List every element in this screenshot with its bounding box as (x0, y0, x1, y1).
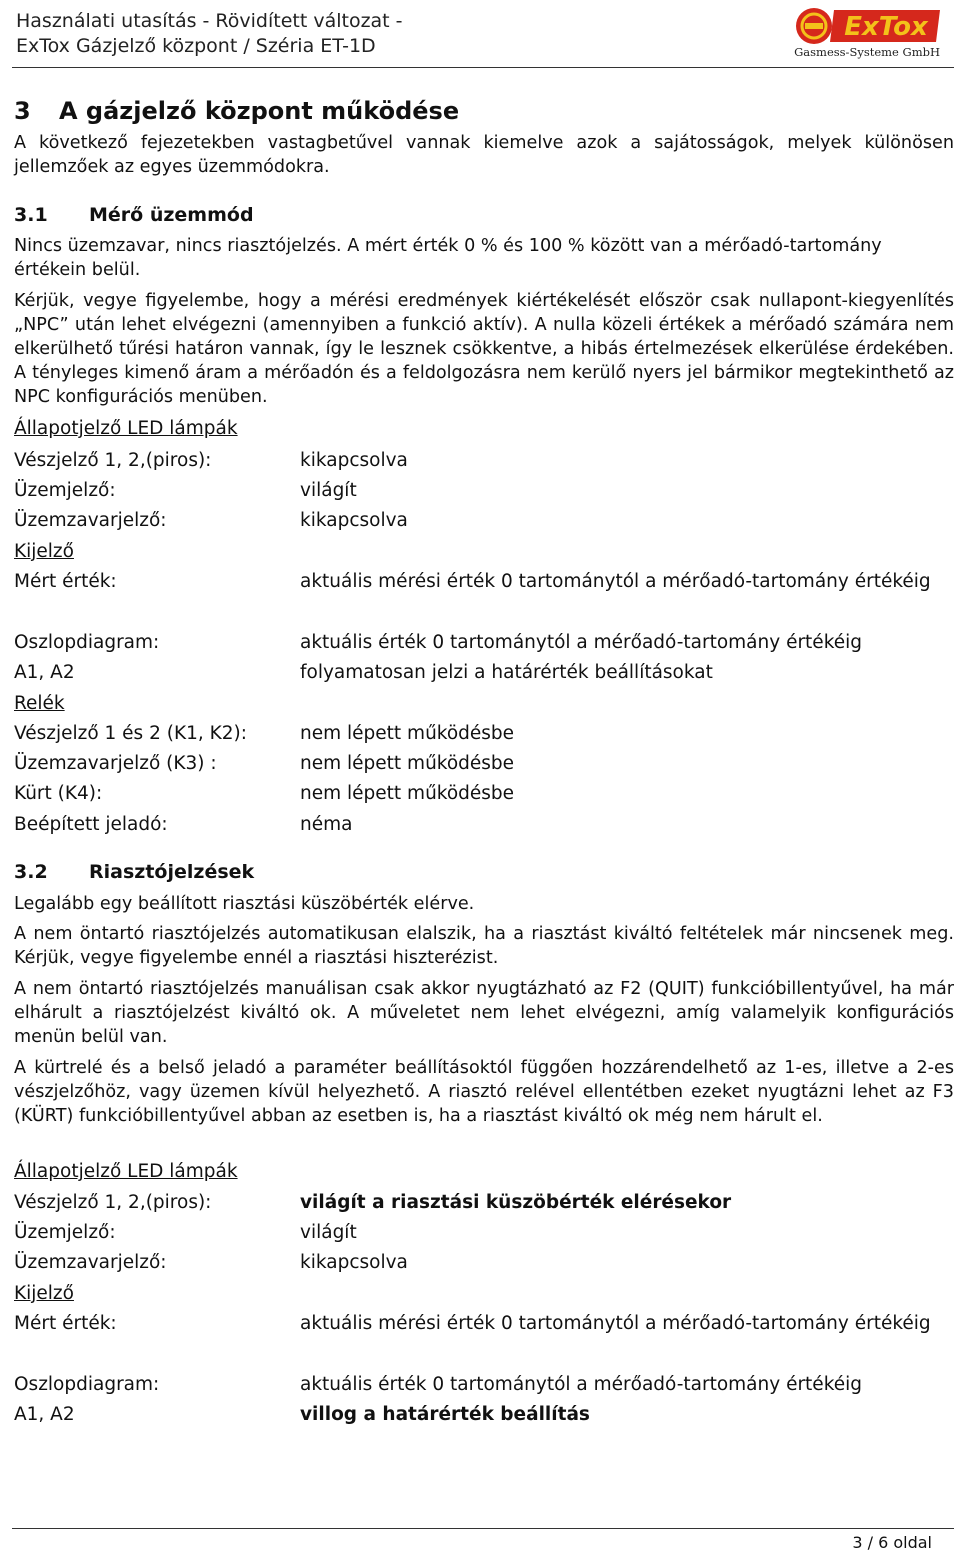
section-3-1-heading (14, 204, 254, 226)
section-3-1-display-heading: Kijelző (14, 541, 74, 562)
header-title (16, 9, 403, 59)
section-3-2-display-heading: Kijelző (14, 1283, 74, 1304)
section-3-2-para4: A kürtrelé és a belső jeladó a paraméter beállításoktól függően hozzárendelhető az 1-es, illetve a 2-es vészjelzőhöz, vagy üzemen kívül helyezhető. A riasztó relével ellentétben ezeket nyugtázni lehet az F3 (KÜRT) funkcióbillentyűvel abban az esetben is, ha a riasztást kiváltó ok még nem hárult el. (14, 1058, 954, 1126)
section-3-1-number: 3.1 (14, 204, 48, 226)
section-3-2-para2: A nem öntartó riasztójelzés automatikusan elalszik, ha a riasztást kiváltó feltételek már nincsenek meg. Kérjük, vegye figyelembe ennél a riasztási hiszterézist. (14, 924, 954, 968)
extox-logo (794, 4, 944, 62)
section-3-2-title: Riasztójelzések (89, 861, 255, 883)
footer-rule (12, 1528, 954, 1529)
section-3-2-para3: A nem öntartó riasztójelzés manuálisan csak akkor nyugtázható az F2 (QUIT) funkcióbillentyűvel, ha már elhárult a riasztójelzést kiváltó ok. A műveletet nem lehet elvégezni, amíg valamelyik konfigurációs menün belül van. (14, 979, 954, 1047)
section-3-number: 3 (14, 97, 31, 125)
section-3-1-para2: Kérjük, vegye figyelembe, hogy a mérési eredmények kiértékelését először csak nullapont-kiegyenlítés „NPC” után lehet elvégezni (amennyiben a funkció aktív). A nulla közeli értékek a mérőadó számára nem elkerülhető tűrési határon vannak, így le lesznek csökkentve, a hibás értelmezések elkerülése érdekében. A tényleges kimenő áram a mérőadón és a feldolgozásra nem kerülő nyers jel bármikor megtekinthető az NPC konfigurációs menüben. (14, 291, 954, 407)
section-3-title: A gázjelző központ működése (59, 97, 460, 125)
logo-text: ExTox (844, 12, 928, 42)
section-3-2-number: 3.2 (14, 861, 48, 883)
section-3-2-para1: Legalább egy beállított riasztási küszöbérték elérve. (14, 894, 475, 914)
document-page: Használati utasítás - Rövidített változat - ExTox Gázjelző központ / Széria ET-1D ExTox Gasmess-Systeme GmbH 3 A gázjelző központ működése A következő fejezetekben vastagbetűvel vannak kiemelve azok a sajátosságok, melyek különösen jellemzőek az egyes üzemmódokra. 3.1 Mérő üzemmód Nincs üzemzavar, nincs riasztójelzés. A mért érték 0 % és 100 % között van a mérőadó-tartomány értékein belül. Kérjük, vegye figyelembe, hogy a mérési eredmények kiértékelését először csak nullapont-kiegyenlítés „NPC” után lehet elvégezni (amennyiben a funkció aktív). A nulla közeli értékek a mérőadó számára nem elkerülhető tűrési határon vannak, így le lesznek csökkentve, a hibás értelmezések elkerülése érdekében. A tényleges kimenő áram a mérőadón és a feldolgozásra nem kerülő nyers jel bármikor megtekinthető az NPC konfigurációs menüben. Állapotjelző LED lámpák Vészjelző 1, 2,(piros): kikapcsolva Üzemjelző: világít Üzemzavarjelző: kikapcsolva Kijelző Mért érték: aktuális mérési érték 0 tartománytól a mérőadó-tartomány értékéig Oszlopdiagram: aktuális érték 0 tartománytól a mérőadó-tartomány értékéig A1, A2 folyamatosan jelzi a határérték beállításokat Relék Vészjelző 1 és 2 (K1, K2): nem lépett működésbe Üzemzavarjelző (K3) : nem lépett működésbe Kürt (K4): nem lépett működésbe Beépített jeladó: néma 3.2 Riasztójelzések Legalább egy beállított riasztási küszöbérték elérve. A nem öntartó riasztójelzés automatikusan elalszik, ha a riasztást kiváltó feltételek már nincsenek meg. Kérjük, vegye figyelembe ennél a riasztási hiszterézist. A nem öntartó riasztójelzés manuálisan csak akkor nyugtázható az F2 (QUIT) funkcióbillentyűvel, ha már elhárult a riasztójelzést kiváltó ok. A műveletet nem lehet elvégezni, amíg valamelyik konfigurációs menün belül van. A kürtrelé és a belső jeladó a paraméter beállításoktól függően hozzárendelhető az 1-es, illetve a 2-es vészjelzőhöz, vagy üzemen kívül helyezhető. A riasztó relével ellentétben ezeket nyugtázni lehet az F3 (KÜRT) funkcióbillentyűvel abban az esetben is, ha a riasztást kiváltó ok még nem hárult el. Állapotjelző LED lámpák Vészjelző 1, 2,(piros): világít a riasztási küszöbérték elérésekor Üzemjelző: világít Üzemzavarjelző: kikapcsolva Kijelző Mért érték: aktuális mérési érték 0 tartománytól a mérőadó-tartomány értékéig Oszlopdiagram: aktuális érték 0 tartománytól a mérőadó-tartomány értékéig A1, A2 villog a határérték beállítás 3 / 6 oldal (0, 0, 960, 1554)
section-3-2-led-heading: Állapotjelző LED lámpák (14, 1161, 238, 1182)
section-3-1-para1: Nincs üzemzavar, nincs riasztójelzés. A mért érték 0 % és 100 % között van a mérőadó-tartomány értékein belül. (14, 236, 882, 280)
page-number: 3 / 6 oldal (852, 1533, 932, 1552)
section-3-1-led-heading: Állapotjelző LED lámpák (14, 418, 238, 439)
header-rule (12, 67, 954, 68)
section-3-1-relay-heading: Relék (14, 693, 65, 714)
header-title-line2: ExTox Gázjelző központ / Széria ET-1D (16, 35, 376, 57)
section-3-intro: A következő fejezetekben vastagbetűvel vannak kiemelve azok a sajátosságok, melyek különösen jellemzőek az egyes üzemmódokra. (14, 133, 954, 177)
header-title-line1: Használati utasítás - Rövidített változat - (16, 10, 403, 32)
section-3-heading (14, 97, 459, 125)
section-3-1-title: Mérő üzemmód (89, 204, 254, 226)
section-3-2-heading (14, 861, 254, 883)
logo-subtext: Gasmess-Systeme GmbH (794, 45, 940, 59)
